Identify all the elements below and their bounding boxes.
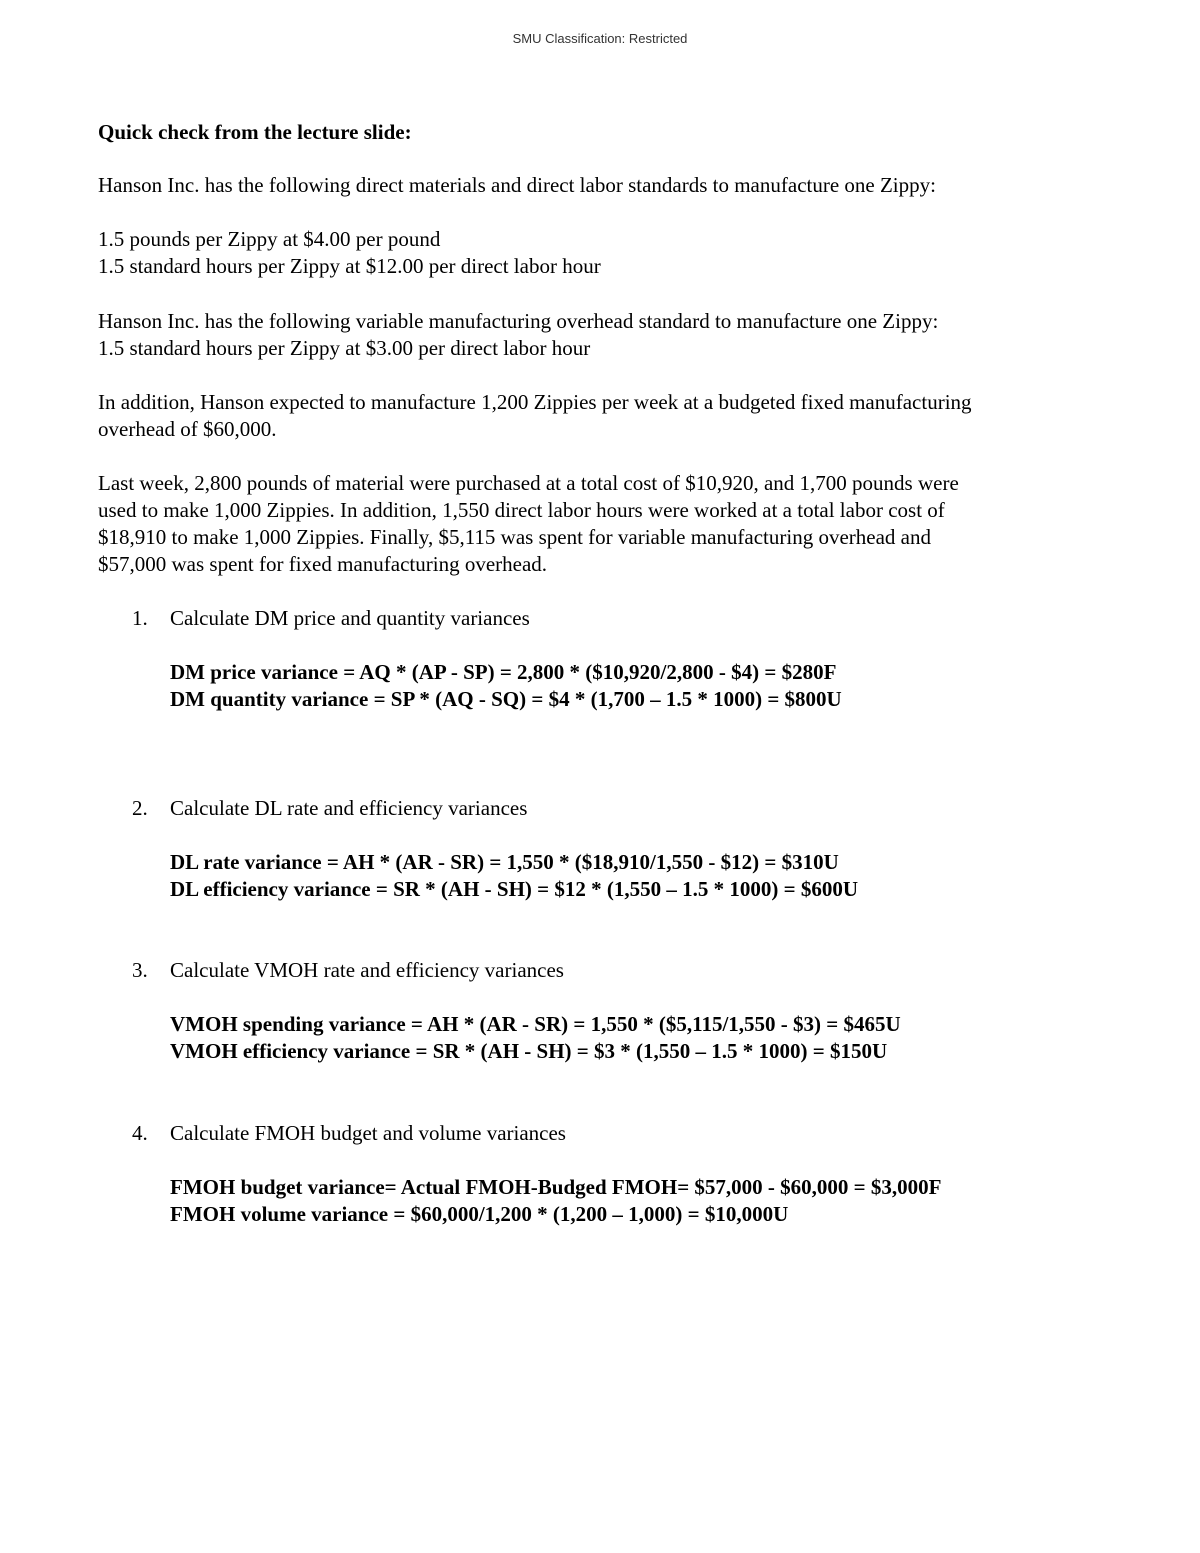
labor-standard: 1.5 standard hours per Zippy at $12.00 per direct labor hour bbox=[98, 254, 601, 278]
question-3-answer-2: VMOH efficiency variance = SR * (AH - SH) = $3 * (1,550 – 1.5 * 1000) = $150U bbox=[170, 1039, 888, 1063]
question-2-text: Calculate DL rate and efficiency variances bbox=[170, 796, 528, 820]
intro-paragraph-4-line-2: used to make 1,000 Zippies. In addition, 1,550 direct labor hours were worked at a total labor cost of bbox=[98, 498, 945, 522]
question-1-text: Calculate DM price and quantity variances bbox=[170, 606, 530, 630]
question-1-answer-1: DM price variance = AQ * (AP - SP) = 2,800 * ($10,920/2,800 - $4) = $280F bbox=[170, 660, 837, 684]
intro-paragraph-4-line-1: Last week, 2,800 pounds of material were purchased at a total cost of $10,920, and 1,700 pounds were bbox=[98, 471, 959, 495]
question-1-answer-2: DM quantity variance = SP * (AQ - SQ) = $4 * (1,700 – 1.5 * 1000) = $800U bbox=[170, 687, 842, 711]
question-4-answer-2: FMOH volume variance = $60,000/1,200 * (1,200 – 1,000) = $10,000U bbox=[170, 1202, 789, 1226]
question-4-number: 4. bbox=[132, 1121, 148, 1145]
intro-paragraph-1: Hanson Inc. has the following direct materials and direct labor standards to manufacture one Zippy: bbox=[98, 173, 936, 197]
question-4-answer-1: FMOH budget variance= Actual FMOH-Budged FMOH= $57,000 - $60,000 = $3,000F bbox=[170, 1175, 942, 1199]
intro-paragraph-3-line-1: In addition, Hanson expected to manufacture 1,200 Zippies per week at a budgeted fixed manufacturing bbox=[98, 390, 972, 414]
question-4-text: Calculate FMOH budget and volume variances bbox=[170, 1121, 566, 1145]
intro-paragraph-4-line-4: $57,000 was spent for fixed manufacturing overhead. bbox=[98, 552, 548, 576]
materials-standard: 1.5 pounds per Zippy at $4.00 per pound bbox=[98, 227, 441, 251]
classification-header: SMU Classification: Restricted bbox=[512, 31, 688, 46]
question-3-text: Calculate VMOH rate and efficiency variances bbox=[170, 958, 564, 982]
document-title: Quick check from the lecture slide: bbox=[98, 120, 412, 144]
question-3-number: 3. bbox=[132, 958, 148, 982]
question-2-answer-2: DL efficiency variance = SR * (AH - SH) = $12 * (1,550 – 1.5 * 1000) = $600U bbox=[170, 877, 858, 901]
intro-paragraph-3-line-2: overhead of $60,000. bbox=[98, 417, 277, 441]
question-2-number: 2. bbox=[132, 796, 148, 820]
intro-paragraph-2: Hanson Inc. has the following variable manufacturing overhead standard to manufacture one Zippy: bbox=[98, 309, 939, 333]
intro-paragraph-4-line-3: $18,910 to make 1,000 Zippies. Finally, $5,115 was spent for variable manufacturing overhead and bbox=[98, 525, 931, 549]
question-1-number: 1. bbox=[132, 606, 148, 630]
question-3-answer-1: VMOH spending variance = AH * (AR - SR) = 1,550 * ($5,115/1,550 - $3) = $465U bbox=[170, 1012, 901, 1036]
question-2-answer-1: DL rate variance = AH * (AR - SR) = 1,550 * ($18,910/1,550 - $12) = $310U bbox=[170, 850, 839, 874]
overhead-standard: 1.5 standard hours per Zippy at $3.00 per direct labor hour bbox=[98, 336, 591, 360]
